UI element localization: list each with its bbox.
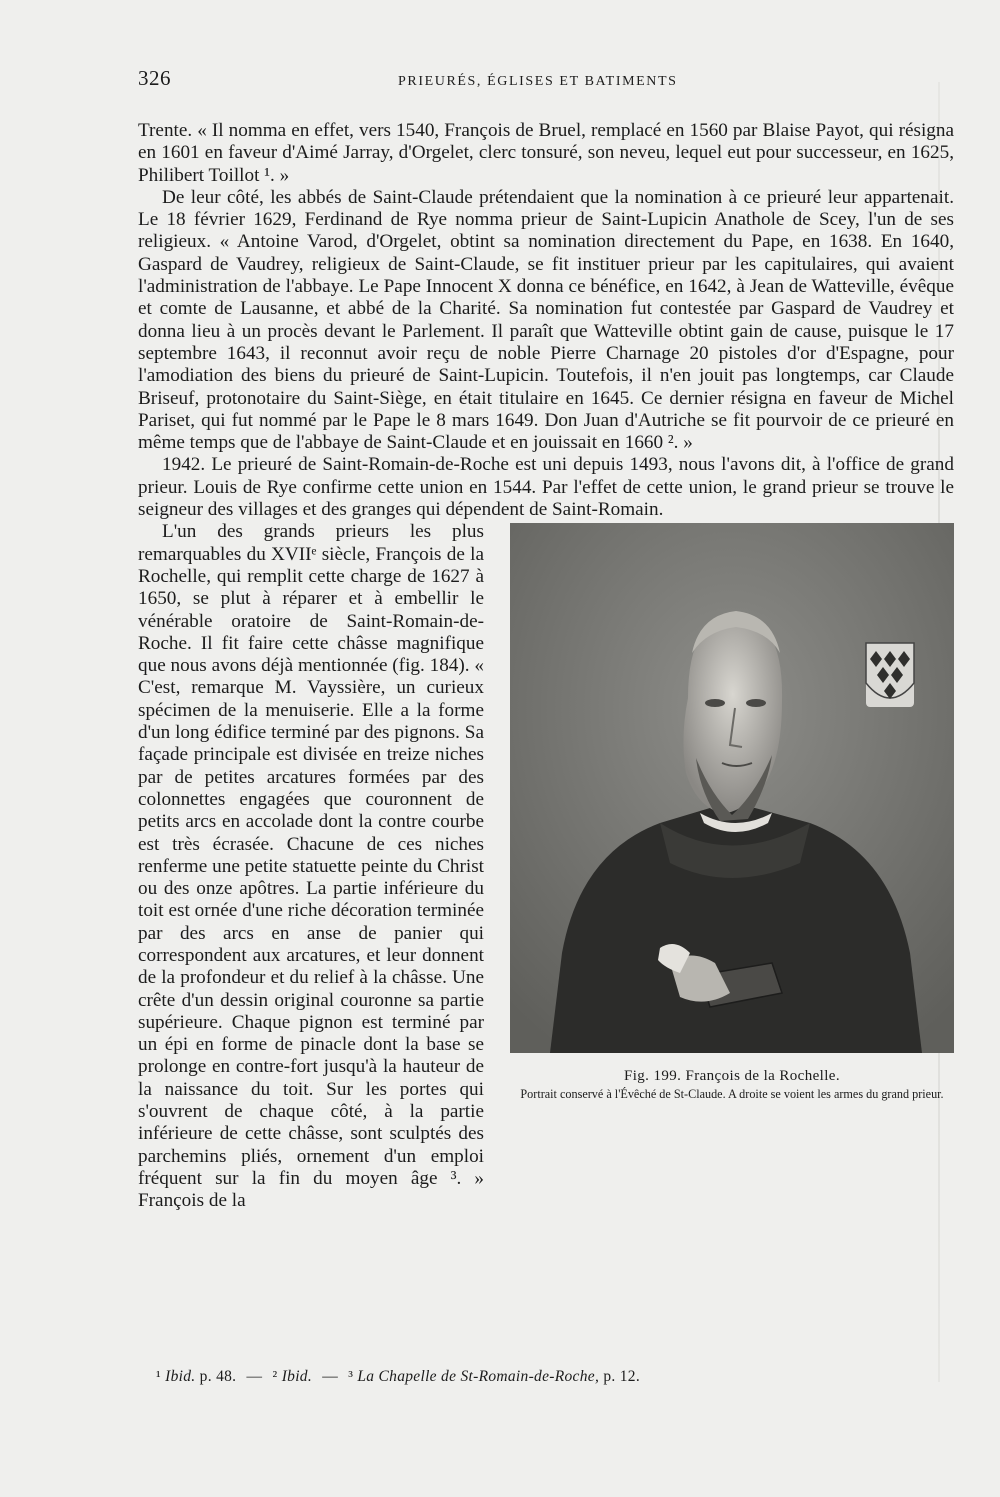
footnote-number: ³ [348, 1368, 354, 1385]
figure-caption: Portrait conservé à l'Évêché de St-Claude. A droite se voient les armes du grand prieur. [520, 1087, 944, 1102]
paragraph: L'un des grands prieurs les plus remarquables du XVIIᵉ siècle, François de la Rochelle, qui remplit cette charge de 1627 à 1650, se plut à réparer et à embellir le vénérable oratoire de Saint-Romain-de-Roche. Il fit faire cette châsse magnifique que nous avons déjà mentionnée (fig. 184). « C'est, remarque M. Vayssière, un curieux spécimen de la menuiserie. Elle a la forme d'un long édifice terminé par des pignons. Sa façade principale est divisée en treize niches par de petites arcatures formées par des colonnettes engagées que couronnent de petits arcs en accolade dont la contre courbe est très écrasée. Chacune de ces niches renferme une petite statuette peinte du Christ ou des onze apôtres. La partie inférieure du toit est ornée d'une riche décoration terminée par des arcs en anse de panier qui correspondent aux arcatures, et leur donnent de la profondeur et du relief à la châsse. Une crête d'un dessin original couronne sa partie supérieure. Chaque pignon est terminé par un épi en forme de pinacle dont la base se prolonge en contre-fort jusqu'à la hauteur de la naissance du toit. Sur les portes qui s'ouvrent de chaque côté, à la partie inférieure de cette châsse, sont sculptés des parchemins pliés, ornement d'un emploi fréquent sur la fin du moyen âge ³. » François de la [138, 521, 484, 1212]
footnote-page: p. 48. [199, 1368, 237, 1385]
body-text [138, 120, 954, 1213]
footnote-ref: Ibid. [165, 1368, 196, 1385]
page-number: 326 [138, 66, 171, 90]
paragraph: De leur côté, les abbés de Saint-Claude prétendaient que la nomination à ce prieuré leur appartenait. Le 18 février 1629, Ferdinand de Rye nomma prieur de Saint-Lupicin Anathole de Scey, l'un de ses religieux. « Antoine Varod, d'Orgelet, obtint sa nomination directement du Pape, en 1638. En 1640, Gaspard de Vaudrey, religieux de Saint-Claude, se fit instituer prieur par les capitulaires, qui avaient l'administration de l'abbaye. Le Pape Innocent X donna ce bénéfice, en 1642, à Jean de Watteville, évêque et comte de Lausanne, et abbé de la Charité. Sa nomination fut contestée par Gaspard de Vaudrey et donna lieu à un procès devant le Parlement. Il paraît que Watteville obtint gain de cause, puisque le 17 septembre 1643, il reconnut avoir reçu de noble Pierre Charnage 20 pistoles d'or d'Espagne, pour l'amodiation des biens du prieuré de Saint-Lupicin. Toutefois, il n'en jouit pas longtemps, car Claude Briseuf, protonotaire du Saint-Siège, en était titulaire en 1645. Ce dernier résigna en faveur de Michel Pariset, qui fut nommé par le Pape le 8 mars 1649. Don Juan d'Autriche se fit pourvoir de ce prieuré en même temps que de l'abbaye de Saint-Claude et en jouissait en 1660 ². » [138, 186, 954, 454]
footnote-ref: La Chapelle de St-Romain-de-Roche, [357, 1368, 600, 1385]
running-head: PRIEURÉS, ÉGLISES ET BATIMENTS [398, 74, 678, 89]
footnote-separator: — [246, 1368, 263, 1385]
footnote-page: p. 12. [603, 1368, 641, 1385]
footnotes [156, 1368, 640, 1386]
paragraph: Trente. « Il nomma en effet, vers 1540, François de Bruel, remplacé en 1560 par Blaise Payot, qui résigna en 1601 en faveur d'Aimé Jarray, d'Orgelet, clerc tonsuré, son neveu, lequel eut pour successeur, en 1625, Philibert Toillot ¹. » [138, 120, 954, 186]
figure-title: Fig. 199. François de la Rochelle. [623, 1068, 841, 1085]
portrait-image [510, 523, 954, 1053]
footnote-separator: — [322, 1368, 339, 1385]
figure-199 [504, 523, 960, 1174]
footnote-number: ² [272, 1368, 278, 1385]
footnote-number: ¹ [156, 1368, 161, 1385]
paragraph: 1942. Le prieuré de Saint-Romain-de-Roche est uni depuis 1493, nous l'avons dit, à l'office de grand prieur. Louis de Rye confirme cette union en 1544. Par l'effet de cette union, le grand prieur se trouve le seigneur des villages et des granges qui dépendent de Saint-Romain. [138, 454, 954, 521]
footnote-ref: Ibid. [281, 1368, 313, 1385]
